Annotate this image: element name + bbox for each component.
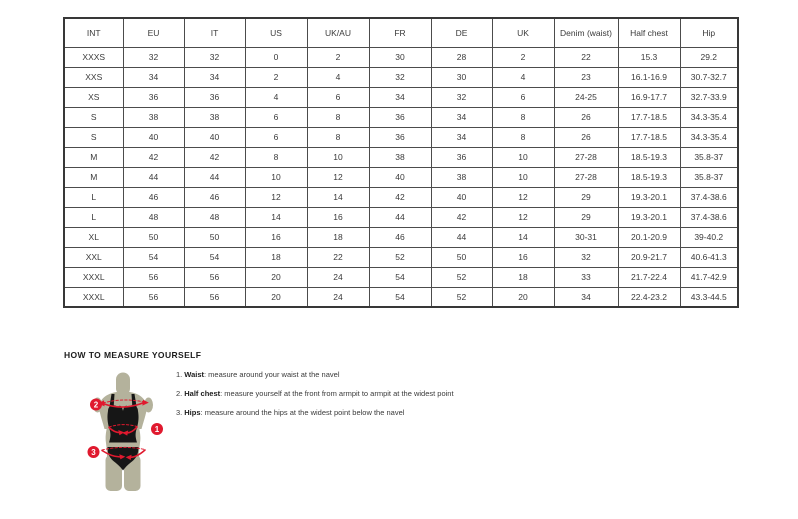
table-cell: 8: [307, 127, 369, 147]
table-cell: 29: [554, 207, 618, 227]
table-cell: 27-28: [554, 147, 618, 167]
table-cell: 36: [369, 127, 431, 147]
table-cell: 35.8-37: [680, 147, 738, 167]
table-cell: 23: [554, 67, 618, 87]
badge-1-number: 1: [154, 424, 160, 434]
step-number: 1.: [176, 370, 183, 379]
step-number: 2.: [176, 389, 183, 398]
table-cell: 14: [307, 187, 369, 207]
table-cell: 56: [123, 267, 184, 287]
table-cell: 40.6-41.3: [680, 247, 738, 267]
table-cell: 33: [554, 267, 618, 287]
table-cell: 40: [123, 127, 184, 147]
table-cell: S: [64, 107, 123, 127]
step-text: : measure yourself at the front from armpit to armpit at the widest point: [220, 389, 454, 398]
table-cell: 4: [245, 87, 307, 107]
table-cell: XXL: [64, 247, 123, 267]
table-cell: 20: [492, 287, 554, 307]
table-cell: 52: [431, 267, 492, 287]
table-cell: 6: [307, 87, 369, 107]
table-cell: 37.4-38.6: [680, 187, 738, 207]
table-cell: 30: [431, 67, 492, 87]
table-cell: 36: [184, 87, 245, 107]
table-row: [64, 187, 738, 207]
table-cell: 16.1-16.9: [618, 67, 680, 87]
table-cell: 30: [369, 47, 431, 67]
table-cell: 24: [307, 287, 369, 307]
table-row: [64, 127, 738, 147]
table-cell: 0: [245, 47, 307, 67]
size-table-header-row: [64, 18, 738, 47]
table-cell: 18.5-19.3: [618, 167, 680, 187]
table-cell: 50: [123, 227, 184, 247]
table-cell: 43.3-44.5: [680, 287, 738, 307]
table-cell: 16: [492, 247, 554, 267]
table-cell: 18: [245, 247, 307, 267]
table-cell: 20.9-21.7: [618, 247, 680, 267]
table-cell: 50: [184, 227, 245, 247]
table-cell: 36: [369, 107, 431, 127]
table-cell: XXS: [64, 67, 123, 87]
table-cell: 15.3: [618, 47, 680, 67]
table-cell: 54: [123, 247, 184, 267]
table-cell: 10: [245, 167, 307, 187]
table-cell: 14: [492, 227, 554, 247]
table-cell: 4: [492, 67, 554, 87]
table-cell: 27-28: [554, 167, 618, 187]
measure-steps: [176, 369, 454, 426]
column-header: US: [245, 18, 307, 47]
table-cell: 32: [369, 67, 431, 87]
table-cell: 20: [245, 267, 307, 287]
table-cell: 46: [369, 227, 431, 247]
table-cell: 29.2: [680, 47, 738, 67]
table-cell: 6: [492, 87, 554, 107]
table-cell: 2: [307, 47, 369, 67]
table-cell: 38: [431, 167, 492, 187]
table-cell: 16.9-17.7: [618, 87, 680, 107]
table-cell: 2: [245, 67, 307, 87]
table-cell: 16: [245, 227, 307, 247]
table-cell: 14: [245, 207, 307, 227]
table-cell: 12: [492, 207, 554, 227]
table-cell: 34.3-35.4: [680, 127, 738, 147]
table-cell: 32: [123, 47, 184, 67]
table-cell: 37.4-38.6: [680, 207, 738, 227]
table-cell: 30.7-32.7: [680, 67, 738, 87]
table-cell: 32: [431, 87, 492, 107]
column-header: DE: [431, 18, 492, 47]
table-cell: 24: [307, 267, 369, 287]
table-cell: 48: [184, 207, 245, 227]
table-cell: 22.4-23.2: [618, 287, 680, 307]
table-cell: 17.7-18.5: [618, 127, 680, 147]
measurement-figure-illustration: [84, 371, 170, 493]
table-cell: 34.3-35.4: [680, 107, 738, 127]
table-cell: 56: [184, 267, 245, 287]
table-cell: S: [64, 127, 123, 147]
table-cell: 18: [307, 227, 369, 247]
step-text: : measure around the hips at the widest point below the navel: [200, 408, 405, 417]
step-number: 3.: [176, 408, 183, 417]
table-cell: 17.7-18.5: [618, 107, 680, 127]
table-cell: 41.7-42.9: [680, 267, 738, 287]
table-cell: 44: [123, 167, 184, 187]
measure-step-hips: [176, 407, 454, 426]
table-cell: 34: [431, 127, 492, 147]
table-cell: 12: [492, 187, 554, 207]
table-cell: 34: [184, 67, 245, 87]
table-cell: XS: [64, 87, 123, 107]
table-cell: 32: [184, 47, 245, 67]
table-cell: 44: [369, 207, 431, 227]
table-cell: 50: [431, 247, 492, 267]
table-cell: 8: [492, 107, 554, 127]
table-cell: 42: [123, 147, 184, 167]
table-cell: 18: [492, 267, 554, 287]
table-cell: 34: [554, 287, 618, 307]
column-header: Denim (waist): [554, 18, 618, 47]
table-cell: 56: [123, 287, 184, 307]
table-cell: 20: [245, 287, 307, 307]
table-cell: 22: [307, 247, 369, 267]
step-text: : measure around your waist at the navel: [204, 370, 340, 379]
table-cell: XXXL: [64, 267, 123, 287]
table-cell: XXXS: [64, 47, 123, 67]
table-cell: 4: [307, 67, 369, 87]
table-cell: 19.3-20.1: [618, 207, 680, 227]
column-header: Hip: [680, 18, 738, 47]
column-header: FR: [369, 18, 431, 47]
step-label: Waist: [184, 370, 204, 379]
table-cell: 39-40.2: [680, 227, 738, 247]
table-cell: 46: [184, 187, 245, 207]
table-cell: 21.7-22.4: [618, 267, 680, 287]
table-cell: 35.8-37: [680, 167, 738, 187]
measure-step-waist: [176, 369, 454, 388]
table-row: [64, 287, 738, 307]
table-cell: 34: [123, 67, 184, 87]
table-row: [64, 47, 738, 67]
step-label: Hips: [184, 408, 201, 417]
table-cell: 28: [431, 47, 492, 67]
table-cell: 30-31: [554, 227, 618, 247]
table-row: [64, 247, 738, 267]
table-cell: 42: [184, 147, 245, 167]
table-cell: 26: [554, 127, 618, 147]
table-row: [64, 87, 738, 107]
table-cell: 44: [184, 167, 245, 187]
table-cell: L: [64, 187, 123, 207]
table-cell: 19.3-20.1: [618, 187, 680, 207]
table-cell: 16: [307, 207, 369, 227]
table-cell: XL: [64, 227, 123, 247]
table-cell: 12: [245, 187, 307, 207]
column-header: EU: [123, 18, 184, 47]
table-cell: M: [64, 167, 123, 187]
measure-guide-title: HOW TO MEASURE YOURSELF: [64, 350, 202, 360]
table-cell: 38: [184, 107, 245, 127]
table-cell: M: [64, 147, 123, 167]
table-cell: 54: [369, 287, 431, 307]
table-cell: 46: [123, 187, 184, 207]
table-cell: 32.7-33.9: [680, 87, 738, 107]
table-cell: 40: [369, 167, 431, 187]
table-cell: 29: [554, 187, 618, 207]
table-cell: 42: [369, 187, 431, 207]
table-cell: 36: [431, 147, 492, 167]
table-cell: 8: [492, 127, 554, 147]
badge-3-number: 3: [91, 447, 96, 457]
column-header: INT: [64, 18, 123, 47]
table-row: [64, 207, 738, 227]
table-row: [64, 167, 738, 187]
size-table-body: [64, 47, 738, 307]
table-cell: 6: [245, 127, 307, 147]
column-header: UK/AU: [307, 18, 369, 47]
table-cell: 10: [492, 167, 554, 187]
table-cell: 26: [554, 107, 618, 127]
table-cell: 56: [184, 287, 245, 307]
table-row: [64, 267, 738, 287]
table-cell: 6: [245, 107, 307, 127]
table-cell: 40: [431, 187, 492, 207]
table-cell: 2: [492, 47, 554, 67]
step-label: Half chest: [184, 389, 221, 398]
table-cell: 54: [184, 247, 245, 267]
measure-step-half-chest: [176, 388, 454, 407]
column-header: IT: [184, 18, 245, 47]
table-cell: 48: [123, 207, 184, 227]
table-cell: 24-25: [554, 87, 618, 107]
table-cell: 18.5-19.3: [618, 147, 680, 167]
table-cell: 36: [123, 87, 184, 107]
table-cell: 8: [307, 107, 369, 127]
table-cell: 54: [369, 267, 431, 287]
table-cell: 38: [123, 107, 184, 127]
table-row: [64, 107, 738, 127]
column-header: Half chest: [618, 18, 680, 47]
table-row: [64, 227, 738, 247]
table-cell: 52: [431, 287, 492, 307]
table-cell: 20.1-20.9: [618, 227, 680, 247]
table-cell: L: [64, 207, 123, 227]
table-cell: 44: [431, 227, 492, 247]
table-cell: 42: [431, 207, 492, 227]
size-table: [63, 17, 739, 308]
table-cell: 22: [554, 47, 618, 67]
table-cell: 38: [369, 147, 431, 167]
table-cell: 12: [307, 167, 369, 187]
badge-2-number: 2: [93, 400, 99, 410]
table-row: [64, 67, 738, 87]
table-cell: 10: [307, 147, 369, 167]
table-row: [64, 147, 738, 167]
table-cell: 40: [184, 127, 245, 147]
table-cell: 10: [492, 147, 554, 167]
table-cell: 34: [431, 107, 492, 127]
column-header: UK: [492, 18, 554, 47]
table-cell: XXXL: [64, 287, 123, 307]
table-cell: 8: [245, 147, 307, 167]
table-cell: 52: [369, 247, 431, 267]
table-cell: 32: [554, 247, 618, 267]
table-cell: 34: [369, 87, 431, 107]
